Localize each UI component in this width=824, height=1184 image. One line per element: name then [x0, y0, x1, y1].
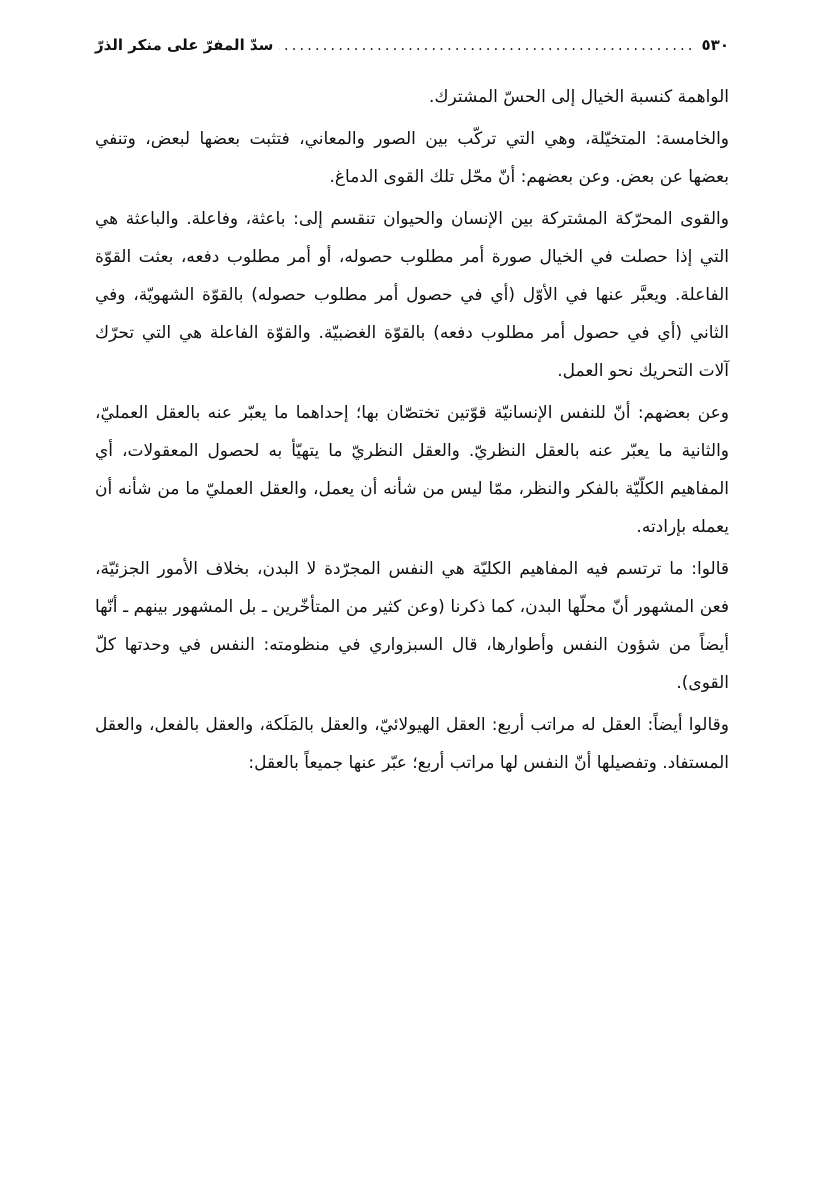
paragraph: والخامسة: المتخيّلة، وهي التي تركّب بين الصور والمعاني، فتثبت بعضها لبعض، وتنفي بعضها عن بعض. وعن بعضهم: أنّ محّل تلك القوى الدماغ.	[95, 129, 729, 187]
paragraph: قالوا: ما ترتسم فيه المفاهيم الكليّة هي النفس المجرّدة لا البدن، بخلاف الأمور الجزئيّة، فعن المشهور أنّ محلّها البدن، كما ذكرنا (وعن كثير من المتأخّرين ـ بل المشهور بينهم ـ أنّها أيضاً من شؤون النفس وأطوارها، قال السبزواري في منظومته: النفس في وحدتها كلّ القوى).	[95, 559, 729, 693]
paragraph: الواهمة كنسبة الخيال إلى الحسّ المشترك.	[429, 87, 729, 107]
page-body	[95, 78, 729, 786]
page-number: ٥٣٠	[701, 36, 729, 54]
paragraph: وعن بعضهم: أنّ للنفس الإنسانيّة قوّتين تختصّان بها؛ إحداهما ما يعبّر عنه بالعقل العمليّ، والثانية ما يعبّر عنه بالعقل النظريّ. والعقل النظريّ ما يتهيّأ به لحصول المعقولات، أي المفاهيم الكلّيّة بالفكر والنظر، ممّا ليس من شأنه أن يعمل، والعقل العمليّ ما من شأنه أن يعمله بإرادته.	[95, 403, 729, 537]
paragraph: والقوى المحرّكة المشتركة بين الإنسان والحيوان تنقسم إلى: باعثة، وفاعلة. والباعثة هي التي إذا حصلت في الخيال صورة أمر مطلوب حصوله، أو أمر مطلوب دفعه، بعثت القوّة الفاعلة. ويعبَّر عنها في الأوّل (أي في حصول أمر مطلوب حصوله) بالقوّة الشهويّة، وفي الثاني (أي في حصول أمر مطلوب دفعه) بالقوّة الغضبيّة. والقوّة الفاعلة هي التي تحرّك آلات التحريك نحو العمل.	[95, 209, 729, 381]
running-header	[95, 32, 729, 58]
header-leader-dots	[279, 36, 695, 54]
book-title: سدّ المفرّ على منكر الذرّ	[95, 36, 274, 54]
paragraph: وقالوا أيضاً: العقل له مراتب أربع: العقل الهيولائيّ، والعقل بالمَلَكة، والعقل بالفعل، والعقل المستفاد. وتفصيلها أنّ النفس لها مراتب أربع؛ عبّر عنها جميعاً بالعقل:	[95, 715, 729, 773]
